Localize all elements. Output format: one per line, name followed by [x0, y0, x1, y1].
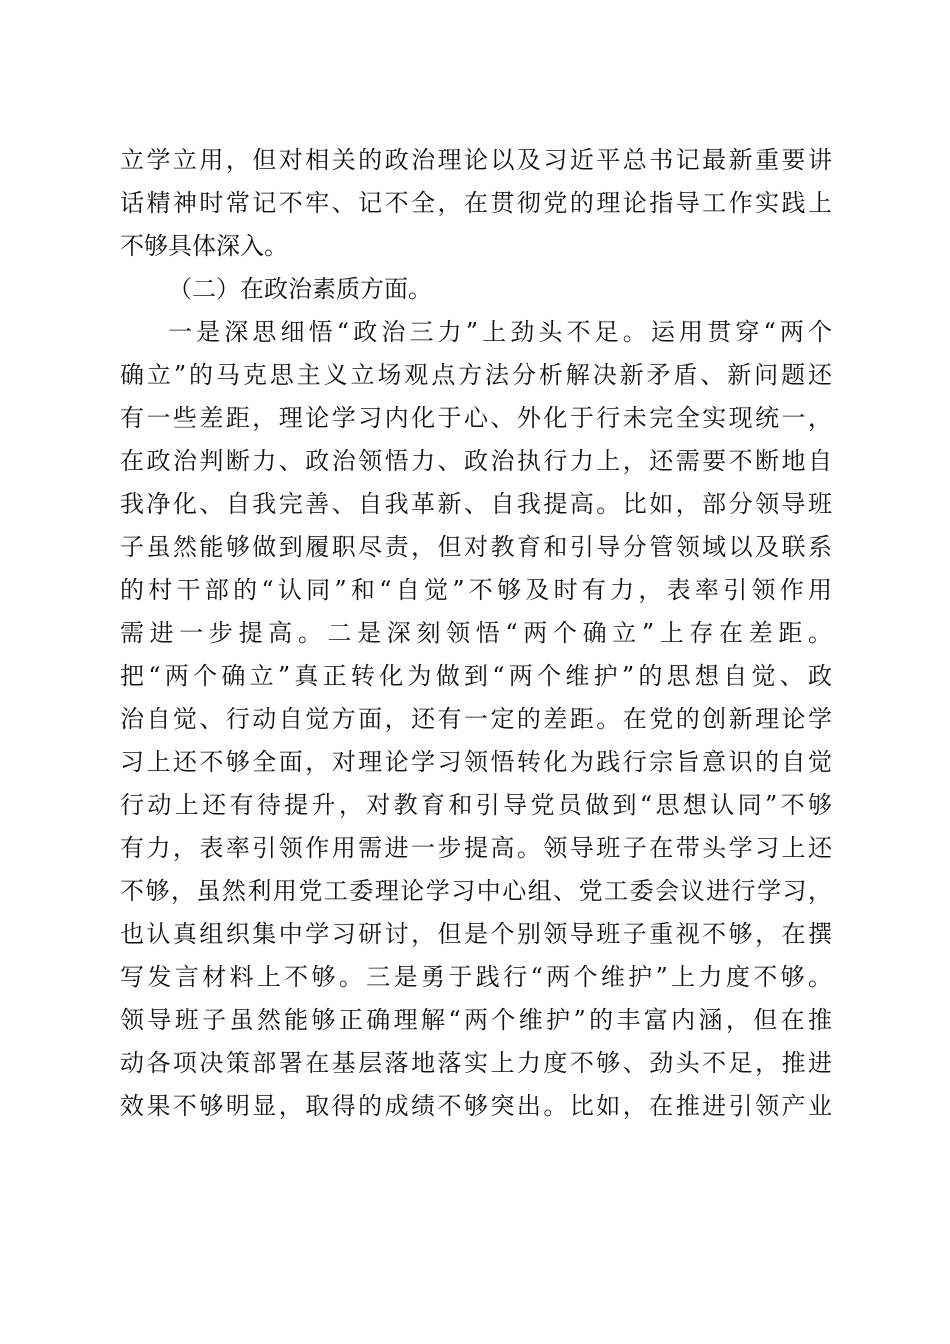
text-line: 把“两个确立”真正转化为做到“两个维护”的思想自觉、政	[120, 662, 832, 690]
text-line: 子虽然能够做到履职尽责，但对教育和引导分管领域以及联系	[120, 533, 832, 561]
text-line: 在政治判断力、政治领悟力、政治执行力上，还需要不断地自	[120, 447, 832, 475]
text-line: 有力，表率引领作用需进一步提高。领导班子在带头学习上还	[120, 834, 832, 862]
text-line: 有一些差距，理论学习内化于心、外化于行未完全实现统一，	[120, 404, 832, 432]
text-line: 不够，虽然利用党工委理论学习中心组、党工委会议进行学习，	[120, 877, 832, 905]
text-line: 确立”的马克思主义立场观点方法分析解决新矛盾、新问题还	[120, 361, 832, 389]
text-line: 也认真组织集中学习研讨，但是个别领导班子重视不够，在撰	[120, 920, 832, 948]
text-line: 行动上还有待提升，对教育和引导党员做到“思想认同”不够	[120, 791, 832, 819]
text-line: 习上还不够全面，对理论学习领悟转化为践行宗旨意识的自觉	[120, 748, 832, 776]
text-line: 的村干部的“认同”和“自觉”不够及时有力，表率引领作用	[120, 576, 832, 604]
section-heading: （二）在政治素质方面。	[168, 275, 432, 303]
text-line: 话精神时常记不牢、记不全，在贯彻党的理论指导工作实践上	[120, 189, 832, 217]
text-line: 我净化、自我完善、自我革新、自我提高。比如，部分领导班	[120, 490, 832, 518]
text-line: 立学立用，但对相关的政治理论以及习近平总书记最新重要讲	[120, 146, 832, 174]
text-line: 效果不够明显，取得的成绩不够突出。比如，在推进引领产业	[120, 1092, 832, 1120]
text-line: 需进一步提高。二是深刻领悟“两个确立”上存在差距。	[120, 619, 832, 647]
text-line: 治自觉、行动自觉方面，还有一定的差距。在党的创新理论学	[120, 705, 832, 733]
text-line: 写发言材料上不够。三是勇于践行“两个维护”上力度不够。	[120, 963, 832, 991]
text-line: 不够具体深入。	[120, 232, 288, 260]
text-line: 领导班子虽然能够正确理解“两个维护”的丰富内涵，但在推	[120, 1006, 832, 1034]
text-line: 动各项决策部署在基层落地落实上力度不够、劲头不足，推进	[120, 1049, 832, 1077]
text-line: 一是深思细悟“政治三力”上劲头不足。运用贯穿“两个	[168, 318, 832, 346]
